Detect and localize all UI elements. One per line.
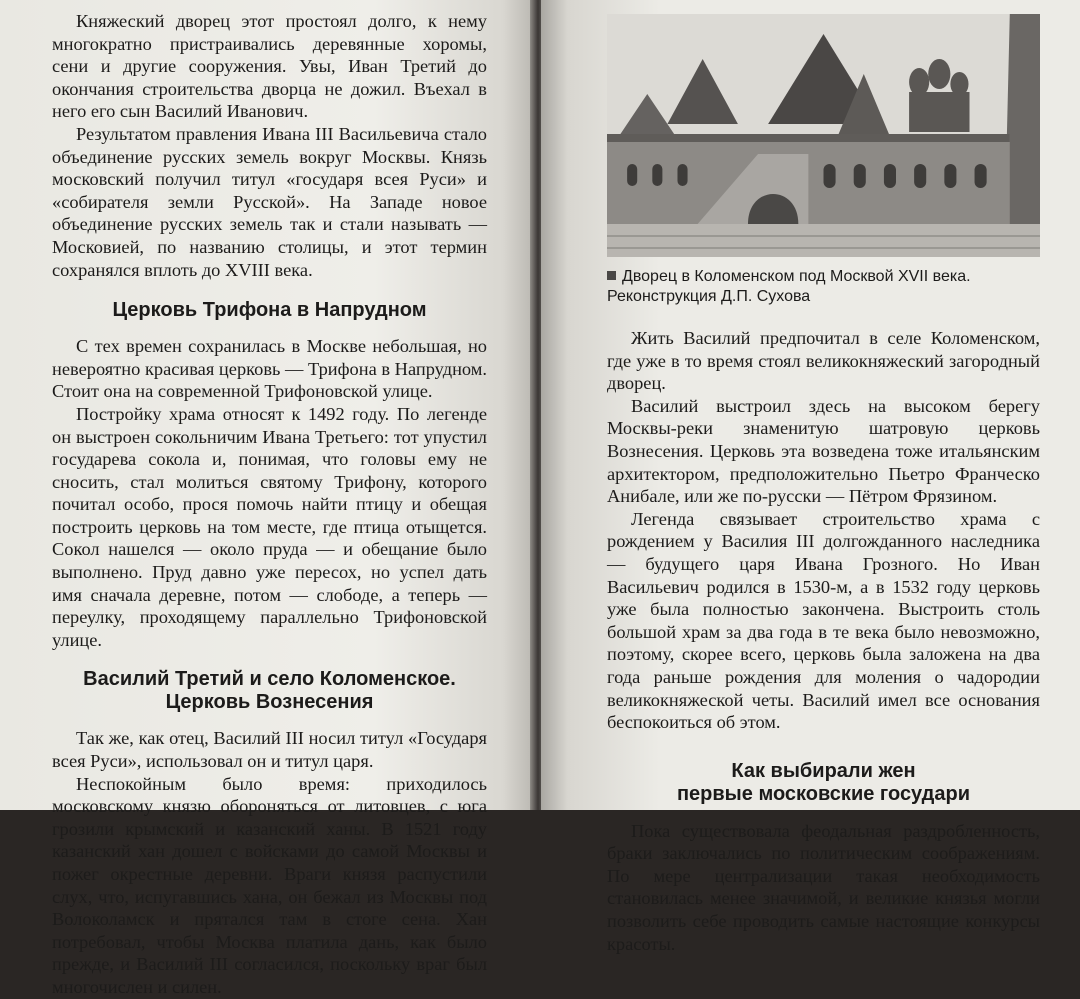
- paragraph: Василий выстроил здесь на высоком берегу Москвы-реки знаменитую шатровую церковь Вознесения. Церковь эта возведена тоже итальянским архитектором, предположительно Пьетро Франческо Анибале, или же по-русски — Пётром Фрязином.: [607, 395, 1040, 507]
- palace-drawing: [607, 14, 1040, 257]
- heading-line: Василий Третий и село Коломенское.: [83, 668, 456, 691]
- paragraph: Жить Василий предпочитал в селе Коломенском, где уже в то время стоял великокняжеский загородный дворец.: [607, 328, 1040, 394]
- palace-illustration: [607, 14, 1040, 257]
- paragraph: Пока существовала феодальная раздробленность, браки заключались по политическим соображениям. По мере централизации такая необходимость становилась менее значимой, и великие князья могли позволить себе проводить самые настоящие конкурсы красоты.: [607, 820, 1040, 954]
- paragraph: С тех времен сохранилась в Москве небольшая, но невероятно красивая церковь — Трифона в Напрудном. Стоит она на современной Трифоновской улице.: [52, 336, 487, 402]
- section-heading-zhen: [607, 760, 1040, 806]
- paragraph: Результатом правления Ивана III Васильевича стало объединение русских земель вокруг Москвы. Князь московский получил титул «государя всея Руси» и «собирателя земли Русской». На Западе новое объединение русских земель так и стали называть — Московией, по названию столицы, и этот термин сохранялся вплоть до XVIII века.: [52, 123, 487, 280]
- caption-line: Дворец в Коломенском под Москвой XVII века.: [622, 268, 971, 285]
- illustration-caption: [607, 267, 1040, 307]
- paragraph: Так же, как отец, Василий III носил титул «Государя всея Руси», использовал он и титул царя.: [52, 728, 487, 772]
- right-page: [541, 0, 1080, 954]
- paragraph: Легенда связывает строительство храма с рождением у Василия III долгожданного наследника — будущего царя Ивана Грозного. Но Иван Васильевич родился в 1530-м, а в 1532 году церковь уже была полностью закончена. Выстроить столь большой храм за два года в те века было невозможно, поэтому, скорее всего, церковь была заложена на два года раньше рождения для моления о чадородии великокняжеской четы. Василий имел все основания беспокоиться об этом.: [607, 508, 1040, 733]
- heading-line: первые московские государи: [676, 782, 971, 805]
- section-heading-vasily: [52, 668, 487, 714]
- left-page: [0, 0, 535, 997]
- caption-marker-icon: [607, 271, 616, 280]
- paragraph: Неспокойным было время: приходилось московскому князю обороняться от литовцев, с юга грозили крымский и казанский ханы. В 1521 году казанский хан дошел с войсками до самой Москвы и пожег окрестные деревни. Враги князя распустили слух, что, испугавшись хана, он бежал из Москвы под Волоколамск и прятался там в стоге сена. Хан потребовал, чтобы Москва платила дань, как было прежде, и Василий III согласился, поскольку враг был многочислен и силен.: [52, 773, 487, 997]
- paragraph: Постройку храма относят к 1492 году. По легенде он выстроен сокольничим Ивана Третьего: тот упустил государева сокола и, понимая, что головы ему не сносить, стал молиться святому Трифону, которого почитал особо, прося помочь найти птицу и обещая построить церковь на том месте, где птица отыщется. Сокол нашелся — около пруда — и обещание было выполнено. Пруд давно уже пересох, но успел дать имя сначала деревне, потом — слободе, а теперь — переулку, проходящему параллельно Трифоновской улице.: [52, 403, 487, 650]
- heading-line: Церковь Вознесения: [165, 691, 374, 714]
- paragraph: Княжеский дворец этот простоял долго, к нему многократно пристраивались деревянные хоромы, сени и другие сооружения. Увы, Иван Третий до окончания строительства дворца не дожил. Въехал в него его сын Василий Иванович.: [52, 11, 487, 122]
- caption-line: Реконструкция Д.П. Сухова: [607, 288, 811, 305]
- heading-line: Как выбирали жен: [731, 759, 916, 782]
- section-heading-trifon: Церковь Трифона в Напрудном: [112, 299, 427, 322]
